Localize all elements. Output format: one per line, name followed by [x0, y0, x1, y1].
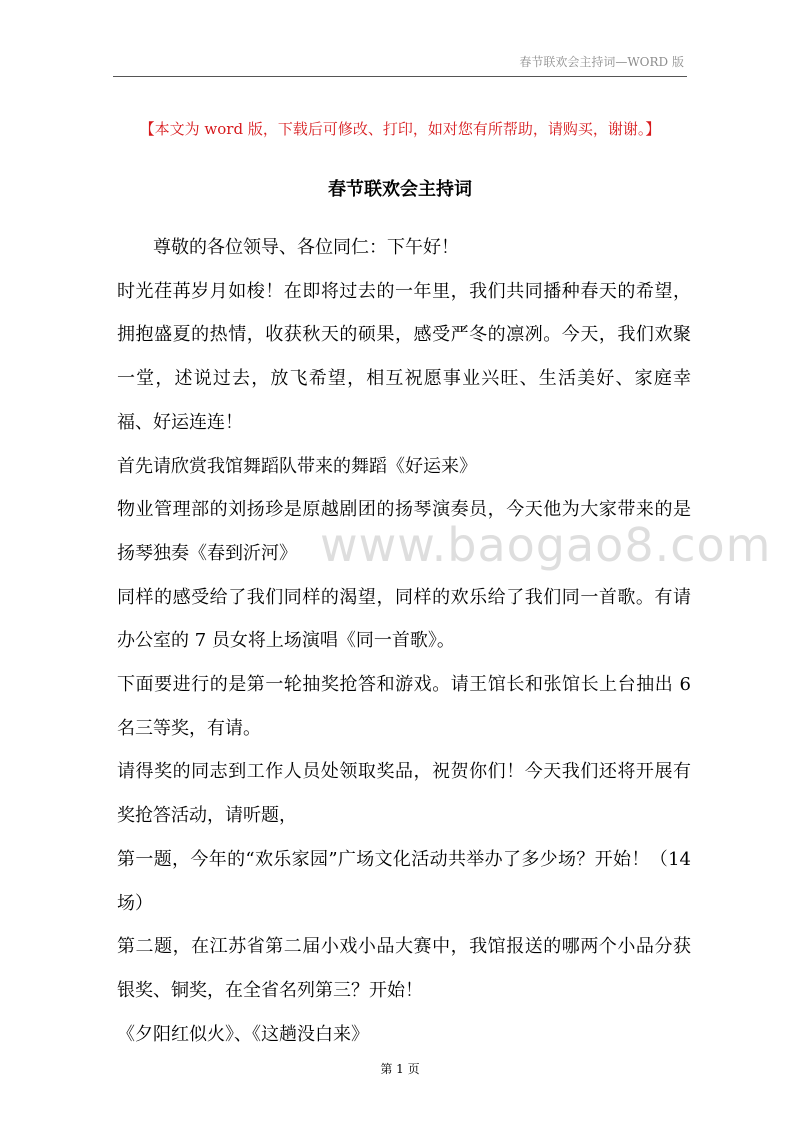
body-paragraph: 物业管理部的刘扬珍是原越剧团的扬琴演奏员，今天他为大家带来的是扬琴独奏《春到沂河》	[117, 499, 691, 564]
body-paragraph: 第二题，在江苏省第二届小戏小品大赛中，我馆报送的哪两个小品分获银奖、铜奖，在全省名列第三？开始！	[117, 936, 691, 1001]
body-paragraph: 请得奖的同志到工作人员处领取奖品，祝贺你们！今天我们还将开展有奖抢答活动，请听题，	[117, 761, 691, 827]
body-paragraph: 同样的感受给了我们同样的渴望，同样的欢乐给了我们同一首歌。有请办公室的 7 员女将上场演唱《同一首歌》。	[117, 586, 691, 652]
body-paragraph: 首先请欣赏我馆舞蹈队带来的舞蹈《好运来》	[117, 455, 477, 477]
header-divider	[113, 76, 687, 77]
document-title: 春节联欢会主持词	[328, 179, 472, 200]
page-number: 第 1 页	[380, 1062, 420, 1076]
body-paragraph: 第一题，今年的“欢乐家园”广场文化活动共举办了多少场？开始！（14 场）	[117, 848, 691, 914]
body-paragraph: 下面要进行的是第一轮抽奖抢答和游戏。请王馆长和张馆长上台抽出 6 名三等奖，有请。	[117, 674, 691, 739]
watermark: www.baogao8.com	[320, 518, 772, 572]
running-header-title: 春节联欢会主持词—WORD 版	[519, 55, 684, 69]
purchase-notice: 【本文为 word 版，下载后可修改、打印，如对您有所帮助，请购买，谢谢。】	[139, 120, 661, 138]
greeting-paragraph: 尊敬的各位领导、各位同仁：下午好！	[153, 237, 459, 258]
body-paragraph: 《夕阳红似火》、《这趟没白来》	[117, 1023, 369, 1045]
document-body	[117, 226, 691, 1056]
body-paragraph: 时光荏苒岁月如梭！在即将过去的一年里，我们共同播种春天的希望，拥抱盛夏的热情，收获秋天的硕果，感受严冬的凛冽。今天，我们欢聚一堂，述说过去，放飞希望，相互祝愿事业兴旺、生活美好、家庭幸福、好运连连！	[117, 280, 691, 433]
